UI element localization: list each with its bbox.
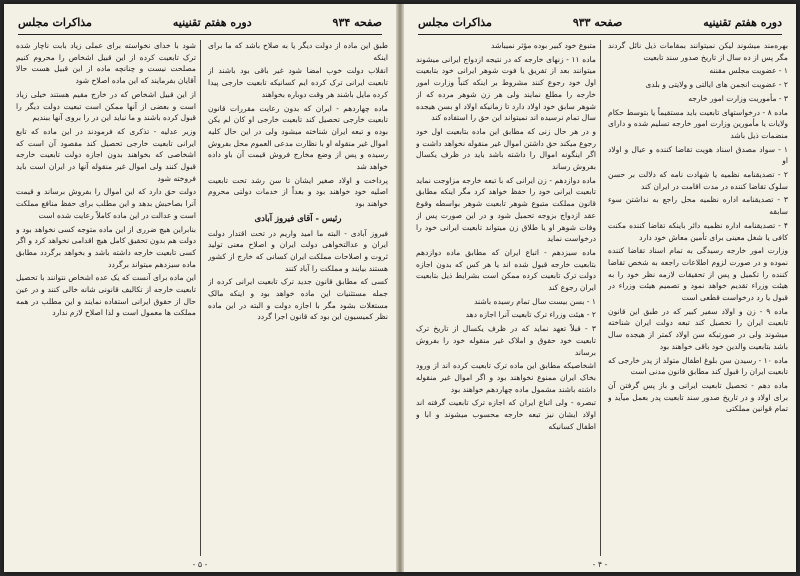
paragraph: بنابراین هیچ ضرری از این ماده متوجه کسی نخواهد بود و دولت هم بدون تحقیق کامل هیچ اقدامی نخواهد کرد و اگر کسی تابعیت خارجه داشته باشد و بخواهد برگردد مطابق ماده سیزدهم میتواند برگردد [16,224,196,269]
paragraph: ماده دوازدهم - زن ایرانی که با تبعه خارجه مزاوجت نماید تابعیت ایرانی خود را حفظ خواهد کرد مگر اینکه مطابق قانون مملکت متبوع شوهر تابعیت شوهر بواسطه وقوع عقد ازدواج بزوجه تحمیل شود و در این صورت پس از وفات شوهر او یا طلاق زن میتواند تابعیت ایرانی خود را درخواست نماید [416,175,596,244]
paragraph: انقلاب دولت خوب امضا شود غیر باقی بود باشند از تابعیت ایرانی ترک کرده ایم کسانیکه تابعیت خارجی پیدا کرده مایل باشند هر وقت دوباره بخواهند [208,66,388,99]
paragraph: و در هر حال زنی که مطابق این ماده بتابعیت اول خود رجوع میکند حق داشتن اموال غیر منقوله نخواهد داشت و اگر اینگونه اموال را داشته باشد باید در ظرف یکسال بفروش رساند [416,126,596,172]
paragraph: طبق این ماده از دولت دیگر یا به صلاح باشد که ما برای اینکه [208,41,388,62]
paragraph: ماده ۸ - درخواستهای تابعیت باید مستقیماً یا بتوسط حکام ولایات یا مأمورین وزارت امور خارجه تسلیم شده و دارای منضمات ذیل باشد [608,107,788,140]
left-page [4,4,396,572]
header-rule [18,34,382,35]
right-page [404,4,796,572]
paragraph: فیروز آبادی - البته ما امید واریم در تحت اقتدار دولت ایران و عدالتخواهی دولت ایران و اصلاح معنی تولید ثروت و اصلاحات مملکت ایران کسانی که خارج از کشور هستند بیایند و مملکت را آباد کنند [208,228,388,273]
column-divider [600,40,601,556]
text-column-left [416,40,596,556]
book-gutter [396,4,404,572]
page-number: صفحه ۹۳۳ [572,15,623,29]
text-column-right [608,40,788,556]
paragraph: وزیر عدلیه - تذکری که فرمودند در این ماده که تابع ایرانی تابعیت خارجی تحصیل کند مقصود آن است که اشخاصی که بخواهند بدون اجازه دولت تابعیت خارجه قبول کنند ولی اموال غیر منقوله آنها در ایران است باید فروخته شود [16,126,196,183]
paragraph: کسی که مطابق قانون جدید ترک تابعیت ایرانی کرده از جمله مستثنیات این ماده خواهد بود و اینکه مالک مستغلات بشود مگر با اجازه دولت و البته در این ماده نظر کمیسیون این بود که قانون اجرا گردد [208,277,388,322]
paragraph: ماده چهاردهم - ایران که بدون رعایت مقررات قانون تابعیت خارجی تحصیل کند تابعیت خارجی او کان لم یکن بوده و تبعه ایران شناخته میشود ولی در این حال کلیه اموال غیر منقوله او با نظارت مدعی العموم محل بفروش رسیده و پس از وضع مخارج فروش قیمت آن باو داده خواهد شد [208,103,388,172]
paragraph: تبصره - ولی اتباع ایران که اجازه ترک تابعیت گرفته اند اولاد ایشان نیز تبعه خارجه محسوب میشوند و ابا و اطفال کسانیکه [416,398,596,431]
paragraph: ماده ۱۱ - زنهای خارجه که در نتیجه ازدواج ایرانی میشوند میتوانند بعد از تفریق یا فوت شوهر ایرانی خود بتابعیت اول خود رجوع کنند مشروط بر اینکه کتباً وزارت امور خارجه را مطلع نمایند ولی هر زن شوهر مرده که از شوهر سابق خود اولاد دارد تا زمانیکه اولاد او بسن هیجده سال تمام نرسیده اند نمیتواند این حق را استفاده کند [416,54,596,123]
journal-title: مذاکرات مجلس [418,15,492,29]
column-divider [200,40,201,556]
right-page-header [418,12,782,32]
page-footer: - ۴ - [592,560,608,569]
list-item: ۳ - قبلاً تعهد نماید که در ظرف یکسال از تاریخ ترک تابعیت خود حقوق و املاک غیر منقوله خود را بفروش برساند [416,324,596,357]
list-item: ۲ - هیئت وزراء ترک تابعیت آنرا اجازه دهد [465,310,596,320]
header-rule [418,34,782,35]
paragraph: ماده ۱۰ - رسیدن سن بلوغ اطفال متولد از پدر خارجی که تابعیت ایران را قبول کند مطابق قانون مدنی است [608,355,788,377]
list-item: ۳ - مأموریت وزارت امور خارجه [688,93,788,103]
page-number: صفحه ۹۳۴ [332,15,382,29]
paragraph: شود با خدای نخواسته برای عملی زیاد بابت ناچار شده ترک تابعیت کرده از این قبیل اشخاص را محروم کنیم مصلحت نیست و چنانچه ماده از این قبیل هست حالا آقایان بفرمایند که این ماده اصلاح شود [16,41,196,86]
paragraph: دولت حق دارد که این اموال را بفروش برساند و قیمت آنرا بصاحبش بدهد و این مطلب برای حفظ منافع مملکت است و عدالت در این ماده کاملاً رعایت شده است [16,187,196,220]
paragraph: این ماده برای آنست که یک عده اشخاص نتوانند با تحصیل تابعیت خارجه از تکالیف قانونی شانه خالی کنند و در عین حال از حقوق ایرانی استفاده نمایند و این مطلب در همه مملکت ها معمول است و لذا اصلاح لازم ندارد [16,273,196,318]
session-label: دوره هفتم تقنینیه [703,15,782,29]
page-footer: - ۵ - [192,560,208,569]
list-item: ۲ - تصدیقنامه نظمیه یا شهادت نامه که دلالت بر حسن سلوک تقاضا کننده در مدت اقامت در ایران کند [608,170,788,191]
list-item: ۲ - عضویت انجمن های ایالتی و ولایتی و بلدی [645,80,788,90]
list-item: ۱ - سواد مصدق اسناد هویت تقاضا کننده و عیال و اولاد او [608,144,788,166]
paragraph: ماده ۹ - زن و اولاد سفیر کبیر که در طبق این قانون تابعیت ایران را تحصیل کند تبعه دولت ایران شناخته میشوند ولی در صورتیکه سن اولاد کمتر از هیجده سال باشد بتابعیت والدین خود باقی خواهند بود [608,306,788,351]
book-spread [4,4,796,572]
journal-title: مذاکرات مجلس [18,15,92,29]
paragraph: پرداخت و اولاد صغیر ایشان تا سن رشد تحت تابعیت اصلیه خود خواهند بود و بعداً از خدمات دولتی محروم خواهند بود [208,175,388,209]
speaker-heading: رئیس - آقای فیروز آبادی [254,212,342,223]
list-item: ۳ - تصدیقنامه اداره نظمیه محل راجع به نداشتن سوء سابقه [608,195,788,217]
session-label: دوره هفتم تقنینیه [172,15,252,29]
text-column-left [16,40,196,556]
list-item: ۱ - عضویت مجلس مقننه [709,66,788,76]
paragraph: وزارت امور خارجه رسیدگی به تمام اسناد تقاضا کننده نموده و در صورت لزوم اطلاعات راجعه به شخص تقاضا کننده را تکمیل و پس از تحقیقات لازمه نظر خود را به هیئت وزراء تقدیم خواهد نمود و تصمیم هیئت وزراء در قبول یا رد درخواست قطعی است [608,246,788,303]
paragraph: ماده دهم - تحصیل تابعیت ایرانی و باز پس گرفتن آن برای اولاد و در تاریخ صدور سند تابعیت پدر بعمل میآید و تمام قوانین مملکتی [608,380,788,414]
list-item: ۱ - بسن بیست سال تمام رسیده باشند [474,296,596,306]
paragraph: ماده سیزدهم - اتباع ایران که مطابق ماده دوازدهم بتابعیت خارجه قبول شده اند یا هر کس که بدون اجازه دولت ترک تابعیت کرده ممکن است بشرایط ذیل بتابعیت ایران رجوع کند [416,247,596,293]
text-column-right [208,40,388,556]
paragraph: از این قبیل اشخاص که در خارج مقیم هستند خیلی زیاد است و بعضی از آنها ممکن است تبعیت دولت دیگر را قبول کرده باشند و ما نباید این در را بروی آنها ببندیم [16,89,196,123]
paragraph: بهره‌مند میشوند لیکن نمیتوانند بمقامات ذیل نائل گردند مگر پس از ده سال از تاریخ صدور سند تابعیت [608,41,788,62]
paragraph: متبوع خود کبیر بوده مؤثر نمیباشد [491,41,596,50]
paragraph: اشخاصیکه مطابق این ماده ترک تابعیت کرده اند از ورود بخاک ایران ممنوع نخواهند بود و اگر اموال غیر منقوله داشته باشند مشمول ماده چهاردهم خواهند بود [416,361,596,394]
list-item: ۴ - تصدیقنامه اداره نظمیه دائر باینکه تقاضا کننده مکنت کافی یا شغل معینی برای تأمین معاش خود دارد [608,220,788,242]
left-page-header [18,12,382,32]
